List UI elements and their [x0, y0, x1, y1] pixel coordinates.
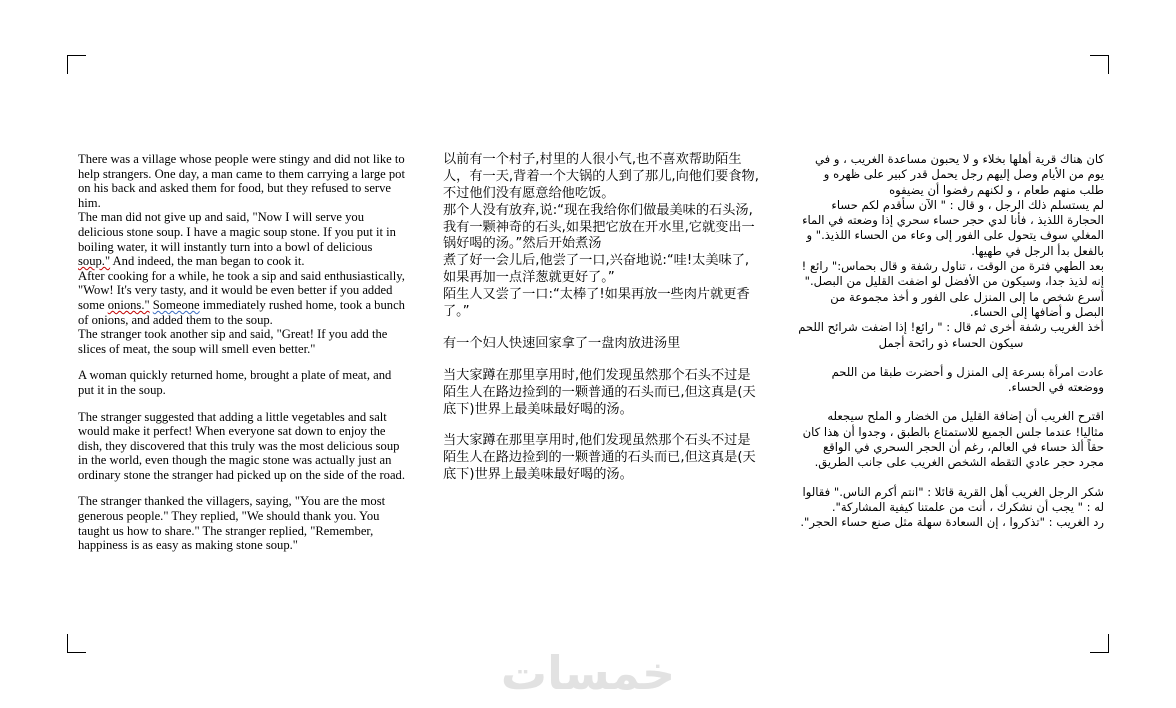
watermark: خمسات: [500, 646, 676, 700]
english-paragraph-4: The stranger took another sip and said, "Great! If you add the slices of meat, the soup will smell even better.": [78, 327, 388, 356]
arabic-column: [798, 152, 1104, 531]
arabic-paragraph-7: اقترح الغريب أن إضافة القليل من الخضار و الملح سيجعله مثاليا! عندما جلس الجميع للاستمتاع بالطبق ، وجدوا أن هذا كان حقاً ألذ حساء في العالم، رغم أن الحجر السحري في الواقع مجرد حجر عادي التقطه الشخص الغريب على جانب الطريق.: [802, 409, 1104, 470]
english-paragraph-7: The stranger thanked the villagers, saying, "You are the most generous people." They replied, "We should thank you. You taught us how to share." The stranger replied, "Remember, happiness is as easy as making stone soup.": [78, 494, 386, 553]
chinese-paragraph-4: 陌生人又尝了一口:“太棒了!如果再放一些肉片就更香了。”: [443, 287, 750, 320]
english-paragraph-3: After cooking for a while, he took a sip and said enthusiastically, "Wow! It's very tasty, and it would be even better if you added some onions." Someone immediately rushed home, took a bunch of onions, and added them to the soup.: [78, 268, 405, 327]
arabic-paragraph-2: لم يستسلم ذلك الرجل ، و قال : " الآن سأقدم لكم حساء الحجارة اللذيذ ، فأنا لدي حجر حساء سحري إذا وضعته في الماء المغلي سوف يتحول على الفور إلى وعاء من الحساء اللذيذ." و بالفعل بدأ الرجل في طهيها.: [802, 197, 1104, 258]
arabic-paragraph-5: أخذ الغريب رشفة أخرى ثم قال : " رائع! إذا اضفت شرائح اللحم سيكون الحساء ذو رائحة أجمل: [798, 320, 1104, 350]
arabic-paragraph-6: عادت امرأة بسرعة إلى المنزل و أحضرت طبقا من اللحم ووضعته في الحساء.: [831, 364, 1104, 395]
arabic-paragraph-9: رد الغريب : "تذكروا ، إن السعادة سهلة مثل صنع حساء الحجر".: [800, 515, 1104, 530]
chinese-paragraph-6: 当大家蹲在那里享用时,他们发现虽然那个石头不过是陌生人在路边捡到的一颗普通的石头而已,但这真是(天底下)世界上最美味最好喝的汤。: [443, 367, 756, 417]
chinese-paragraph-7: 当大家蹲在那里享用时,他们发现虽然那个石头不过是陌生人在路边捡到的一颗普通的石头而已,但这真是(天底下)世界上最美味最好喝的汤。: [443, 433, 756, 483]
crop-mark-top-right: [1090, 55, 1109, 74]
document-columns: [78, 152, 1104, 553]
english-paragraph-6: The stranger suggested that adding a little vegetables and salt would make it perfect! When everyone sat down to enjoy the dish, they discovered that this truly was the most delicious soup in the world, even though the magic stone was actually just an ordinary stone the stranger had picked up on the side of the road.: [78, 409, 405, 482]
chinese-paragraph-5: 有一个妇人快速回家拿了一盘肉放进汤里: [443, 335, 681, 351]
arabic-paragraph-8: شكر الرجل الغريب أهل القرية قائلا : "انتم أكرم الناس." فقالوا له : " يجب أن نشكرك ، أنت من علمتنا كيفية المشاركة".: [802, 484, 1104, 514]
crop-mark-top-left: [67, 55, 86, 74]
arabic-paragraph-3: بعد الطهي فترة من الوقت ، تناول رشفة و قال بحماس:" رائع ! إنه لذيذ جدا، وسيكون من الأفضل لو اضفت القليل من البصل.": [801, 259, 1104, 289]
arabic-paragraph-4: أسرع شخص ما إلى المنزل على الفور و أخذ مجموعة من البصل و أضافها إلى الحساء.: [830, 289, 1104, 319]
english-paragraph-1: There was a village whose people were stingy and did not like to help strangers. One day, a man came to them carrying a large pot on his back and asked them for food, but they refused to serve him.: [78, 152, 405, 210]
chinese-column: [443, 152, 759, 484]
english-column: [78, 152, 406, 553]
chinese-paragraph-1: 以前有一个村子,村里的人很小气,也不喜欢帮助陌生人，有一天,背着一个大锅的人到了那儿,向他们要食物,不过他们没有愿意给他吃饭。: [443, 152, 759, 201]
arabic-paragraph-1: كان هناك قرية أهلها بخلاء و لا يحبون مساعدة الغريب ، و في يوم من الأيام وصل إليهم رجل يحمل قدر كبير على ظهره و طلب منهم طعام ، و لكنهم رفضوا أن يضيفوه: [815, 152, 1104, 197]
chinese-paragraph-2: 那个人没有放弃,说:“现在我给你们做最美味的石头汤,我有一颗神奇的石头,如果把它放在开水里,它就变出一锅好喝的汤。”然后开始煮汤: [443, 202, 755, 252]
chinese-paragraph-3: 煮了好一会儿后,他尝了一口,兴奋地说:“哇!太美味了,如果再加一点洋葱就更好了。”: [443, 253, 750, 286]
english-paragraph-2: The man did not give up and said, "Now I will serve you delicious stone soup. I have a magic soup stone. If you put it in boiling water, it will instantly turn into a bowl of delicious soup." And indeed, the man began to cook it.: [78, 210, 396, 269]
english-paragraph-5: A woman quickly returned home, brought a plate of meat, and put it in the soup.: [78, 368, 392, 397]
